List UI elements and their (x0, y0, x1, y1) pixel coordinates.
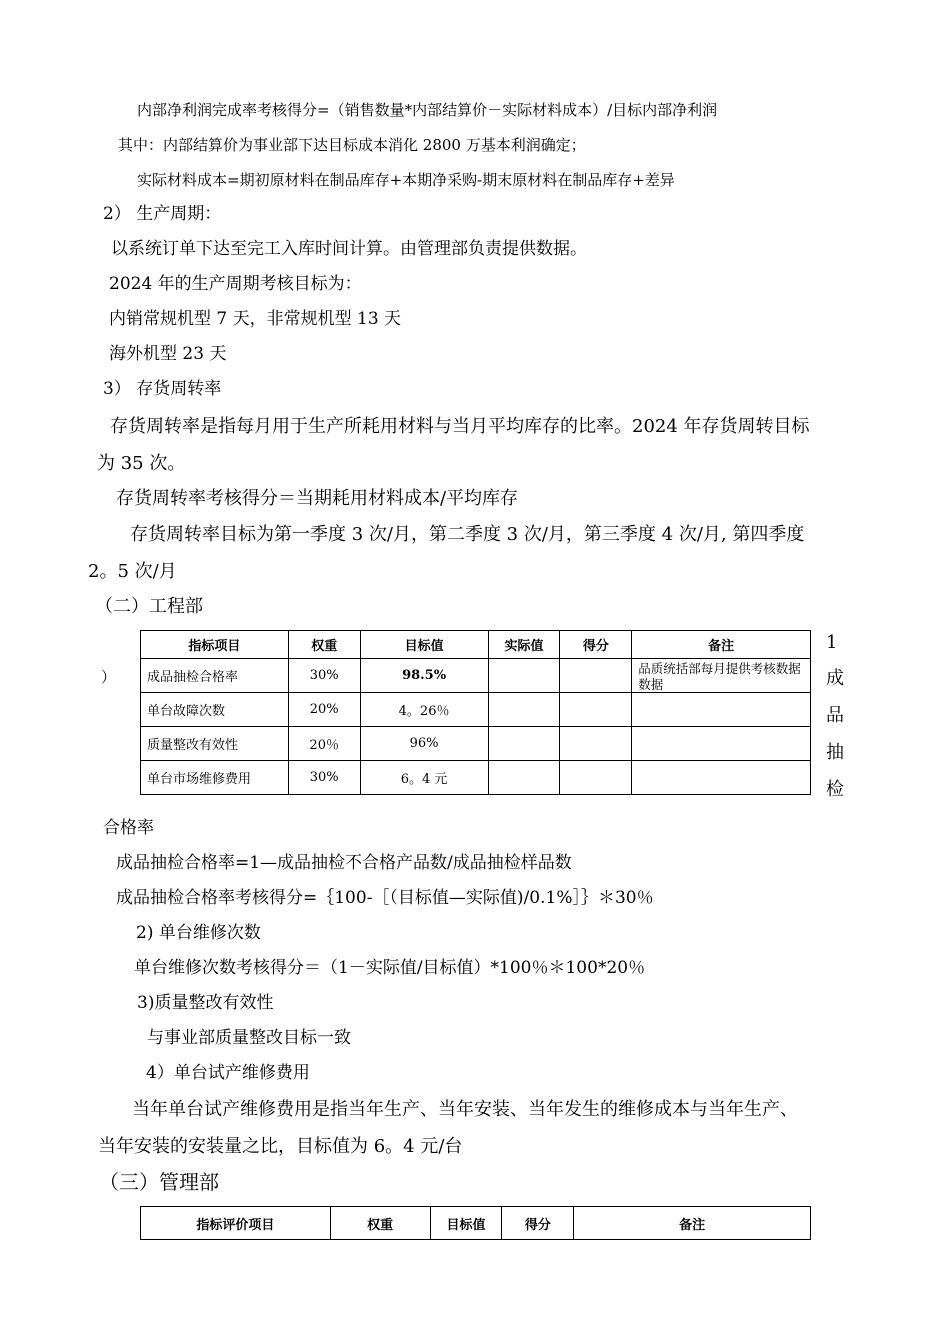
inventory-turnover-desc-1: 存货周转率是指每月用于生产所耗用材料与当月平均库存的比率。2024 年存货周转目标 (110, 416, 810, 437)
trial-repair-cost-title: 4）单台试产维修费用 (146, 1063, 310, 1083)
repair-count-formula: 单台维修次数考核得分＝（1－实际值/目标值）*100％＊100*20％ (134, 958, 646, 978)
inventory-turnover-title: 3） 存货周转率 (103, 379, 222, 399)
cell-indicator: 质量整改有效性 (141, 727, 289, 761)
cell-target: 4。26％ (360, 693, 488, 727)
header-remark: 备注 (632, 631, 811, 659)
cell-remark (632, 761, 811, 795)
header-indicator: 指标项目 (141, 631, 289, 659)
cell-target: 6。4 元 (360, 761, 488, 795)
inventory-turnover-desc-2: 为 35 次。 (97, 453, 186, 474)
cell-actual (488, 761, 560, 795)
pass-rate-continuation: 合格率 (103, 818, 154, 838)
cell-score (560, 693, 632, 727)
cell-remark (632, 659, 811, 693)
settlement-price-note: 其中：内部结算价为事业部下达目标成本消化 2800 万基本利润确定； (118, 136, 586, 154)
table-row (141, 761, 811, 795)
cell-target: 98.5% (360, 659, 488, 693)
table-header-row (141, 1207, 811, 1240)
header-weight: 权重 (288, 631, 360, 659)
quality-rectification-desc: 与事业部质量整改目标一致 (147, 1028, 351, 1048)
cell-score (560, 761, 632, 795)
management-heading: （三）管理部 (99, 1170, 219, 1194)
engineering-heading: （二）工程部 (95, 596, 203, 617)
header-weight: 权重 (330, 1207, 430, 1240)
pass-rate-score-formula: 成品抽检合格率考核得分=｛100-［（目标值—实际值)/0.1%］｝＊30％ (116, 888, 654, 908)
inventory-turnover-score: 存货周转率考核得分＝当期耗用材料成本/平均库存 (116, 488, 519, 509)
header-indicator: 指标评价项目 (141, 1207, 331, 1240)
side-char-2: 成 (826, 668, 844, 689)
inventory-turnover-quarterly-1: 存货周转率目标为第一季度 3 次/月，第二季度 3 次/月，第三季度 4 次/月, 第四季度 (130, 524, 805, 545)
cell-actual (488, 727, 560, 761)
table-header-row (141, 631, 811, 659)
side-char-3: 品 (826, 705, 844, 726)
trial-repair-cost-desc-1: 当年单台试产维修费用是指当年生产、当年安装、当年发生的维修成本与当年生产、 (132, 1099, 798, 1120)
side-char-4: 抽 (826, 742, 844, 763)
cell-indicator: 单台故障次数 (141, 693, 289, 727)
table-row (141, 659, 811, 693)
production-cycle-target-intro: 2024 年的生产周期考核目标为： (109, 274, 362, 294)
cell-weight: 30% (288, 761, 360, 795)
quality-rectification-title: 3)质量整改有效性 (137, 993, 274, 1013)
header-score: 得分 (502, 1207, 574, 1240)
cell-score (560, 727, 632, 761)
trial-repair-cost-desc-2: 当年安装的安装量之比，目标值为 6。4 元/台 (98, 1136, 463, 1157)
header-target: 目标值 (360, 631, 488, 659)
header-score: 得分 (560, 631, 632, 659)
cell-indicator: 成品抽检合格率 (141, 659, 289, 693)
header-actual: 实际值 (488, 631, 560, 659)
cell-actual (488, 693, 560, 727)
cell-weight: 20% (288, 693, 360, 727)
overseas-target: 海外机型 23 天 (109, 344, 227, 364)
management-kpi-table (140, 1206, 811, 1240)
production-cycle-desc: 以系统订单下达至完工入库时间计算。由管理部负责提供数据。 (111, 239, 587, 259)
header-remark: 备注 (574, 1207, 811, 1240)
engineering-kpi-table (140, 630, 811, 795)
profit-formula-line: 内部净利润完成率考核得分=（销售数量*内部结算价－实际材料成本）/目标内部净利润 (137, 101, 718, 119)
remark-text: 品质统括部每月提供考核数据数据 (638, 660, 801, 691)
inventory-turnover-quarterly-2: 2。5 次/月 (88, 561, 177, 582)
header-target: 目标值 (430, 1207, 502, 1240)
cell-weight: 20％ (288, 727, 360, 761)
cell-actual (488, 659, 560, 693)
production-cycle-title: 2） 生产周期： (103, 204, 222, 224)
table-row (141, 693, 811, 727)
cell-remark (632, 727, 811, 761)
pass-rate-formula: 成品抽检合格率=1—成品抽检不合格产品数/成品抽检样品数 (116, 853, 572, 873)
repair-count-title: 2) 单台维修次数 (136, 923, 261, 943)
side-char-1: 1 (826, 632, 838, 653)
domestic-target: 内销常规机型 7 天，非常规机型 13 天 (109, 309, 402, 329)
material-cost-formula: 实际材料成本=期初原材料在制品库存+本期净采购-期末原材料在制品库存+差异 (137, 171, 675, 189)
cell-indicator: 单台市场维修费用 (141, 761, 289, 795)
table-row (141, 727, 811, 761)
cell-score (560, 659, 632, 693)
cell-weight: 30% (288, 659, 360, 693)
side-char-5: 检 (826, 779, 844, 800)
cell-target: 96% (360, 727, 488, 761)
left-paren-mark: ） (101, 668, 117, 686)
cell-remark (632, 693, 811, 727)
